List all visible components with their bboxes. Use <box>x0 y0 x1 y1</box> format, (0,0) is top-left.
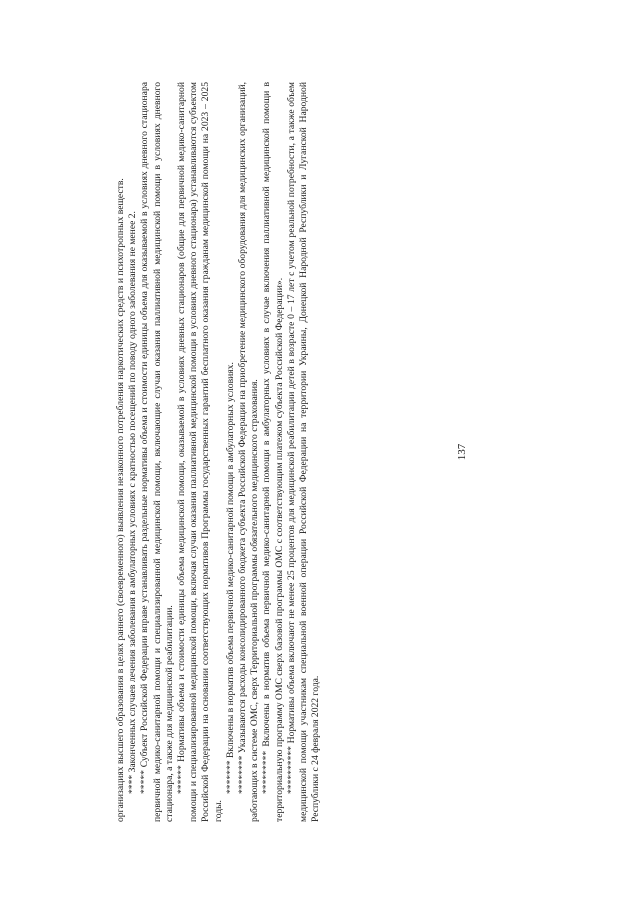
footnote-5: ***** Субъект Российской Федерации вправе устанавливать раздельные нормативы объема и стоимости единицы объема для оказываемой в условиях дневного стационара первичной медико-санитарной помощи и специализированной медицинской помощи, включающие случаи оказания паллиативной медицинской помощи в условиях дневного стационара, а также для медицинской реабилитации. <box>139 82 175 822</box>
footnote-10: ********** Нормативы объема включают не менее 25 процентов для медицинской реабилитации детей в возрасте 0 – 17 лет с учетом реальной потребности, а также объем медицинской помощи участникам специальной военной операции Российской Федерации на территории Украины, Донецкой Народной Республики и Луганской Народной Республики с 24 февраля 2022 года. <box>285 82 322 822</box>
footnote-4: **** Законченных случаев лечения заболевания в амбулаторных условиях с кратностью посещений по поводу одного заболевания не менее 2. <box>127 211 139 794</box>
footnote-9: ********* Включены в норматив объема первичной медико-санитарной помощи в амбулаторных условиях в случае включения паллиативной медицинской помощи в территориальную программу ОМС сверх базовой программы ОМС с соответствующим платежом субъекта Российской Федерации». <box>261 82 285 822</box>
page-number: 137 <box>456 443 468 461</box>
paragraph: организациях высшего образования в целях раннего (своевременного) выявления незаконного потребления наркотических средств и психотропных веществ. <box>115 178 126 822</box>
rotated-text-block <box>115 82 365 822</box>
footnote-7: ******* Включены в норматив объема первичной медико-санитарной помощи в амбулаторных условиях. <box>224 362 236 794</box>
footnote-8: ******** Указываются расходы консолидированного бюджета субъекта Российской Федерации на приобретение медицинского оборудования для медицинских организаций, работающих в системе ОМС, сверх Территориальной программы обязательного медицинского страхования. <box>237 82 261 822</box>
footnote-6: ****** Нормативы объема и стоимости единицы объема медицинской помощи, оказываемой в условиях дневных стационаров (общие для первичной медико-санитарной помощи и специализированной медицинской помощи, включая случаи оказания паллиативной медицинской помощи в условиях дневного стационара) устанавливаются субъектом Российской Федерации на основании соответствующих нормативов Программы государственных гарантий бесплатного оказания гражданам медицинской помощи на 2023 – 2025 годы. <box>176 82 224 822</box>
footnotes-text <box>115 82 322 822</box>
